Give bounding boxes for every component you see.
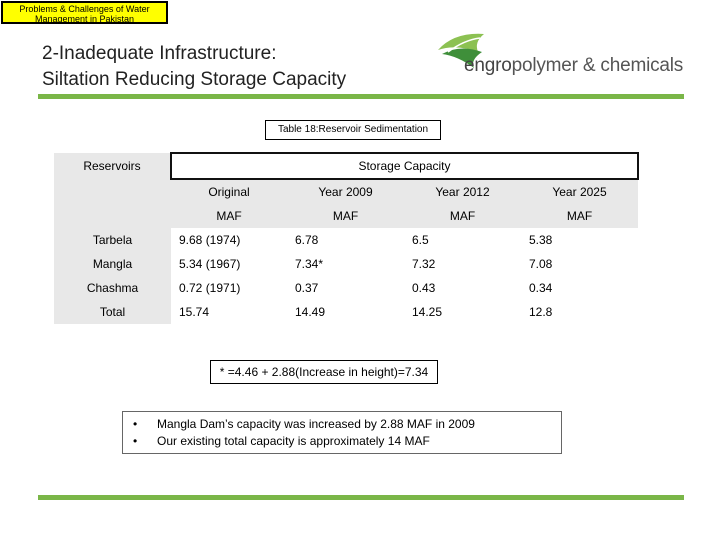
- storage-capacity-header: Storage Capacity: [171, 153, 638, 179]
- title-divider: [38, 94, 684, 99]
- table-row: [54, 276, 638, 300]
- table-cell: 0.43: [412, 281, 436, 295]
- column-header: Year 2012: [404, 179, 521, 204]
- unit-header: MAF: [171, 204, 287, 228]
- reservoir-name: Mangla: [54, 252, 171, 276]
- bottom-divider: [38, 495, 684, 500]
- table-cell: 0.72 (1971): [179, 281, 241, 295]
- table-cell: 15.74: [179, 305, 210, 319]
- table-row: [54, 228, 638, 252]
- column-header: Original: [171, 179, 287, 204]
- table-cell: 6.78: [295, 233, 319, 247]
- logo-rest: polymer & chemicals: [511, 55, 684, 76]
- company-logo-text: [464, 55, 683, 77]
- table-row: [54, 300, 638, 324]
- bullet-text: Mangla Dam’s capacity was increased by 2.88 MAF in 2009: [157, 417, 475, 431]
- unit-header: MAF: [404, 204, 521, 228]
- column-header: Year 2009: [287, 179, 404, 204]
- table-cell: 7.08: [529, 257, 553, 271]
- table-cell: 7.34*: [295, 257, 324, 271]
- table-cell: 5.38: [529, 233, 553, 247]
- reservoir-name: Total: [54, 300, 171, 324]
- table-cell: 14.25: [412, 305, 443, 319]
- table-cell: 14.49: [295, 305, 326, 319]
- table-caption: Table 18:Reservoir Sedimentation: [265, 120, 441, 140]
- bullet-icon: •: [133, 434, 138, 448]
- reservoir-name: Tarbela: [54, 228, 171, 252]
- table-row: [54, 252, 638, 276]
- bullet-list: [122, 411, 562, 454]
- table-footnote: * =4.46 + 2.88(Increase in height)=7.34: [210, 360, 438, 384]
- reservoir-sedimentation-table: [54, 152, 639, 324]
- slide-title: [42, 41, 346, 93]
- table-cell: 5.34 (1967): [179, 257, 241, 271]
- unit-header: MAF: [287, 204, 404, 228]
- unit-header: MAF: [521, 204, 638, 228]
- slide-title-line-1: 2-Inadequate Infrastructure:: [42, 43, 277, 64]
- table-cell: 9.68 (1974): [179, 233, 241, 247]
- reservoirs-header: Reservoirs: [54, 153, 171, 228]
- reservoir-name: Chashma: [54, 276, 171, 300]
- bullet-text: Our existing total capacity is approximately 14 MAF: [157, 434, 430, 448]
- bullet-icon: •: [133, 417, 138, 431]
- table-cell: 7.32: [412, 257, 436, 271]
- topic-label: Problems & Challenges of Water Management in Pakistan: [1, 1, 168, 24]
- table-cell: 0.34: [529, 281, 553, 295]
- table-cell: 0.37: [295, 281, 319, 295]
- table-cell: 12.8: [529, 305, 553, 319]
- logo-engro: engro: [464, 55, 512, 76]
- column-header: Year 2025: [521, 179, 638, 204]
- slide-title-line-2: Siltation Reducing Storage Capacity: [42, 69, 347, 90]
- table-cell: 6.5: [412, 233, 429, 247]
